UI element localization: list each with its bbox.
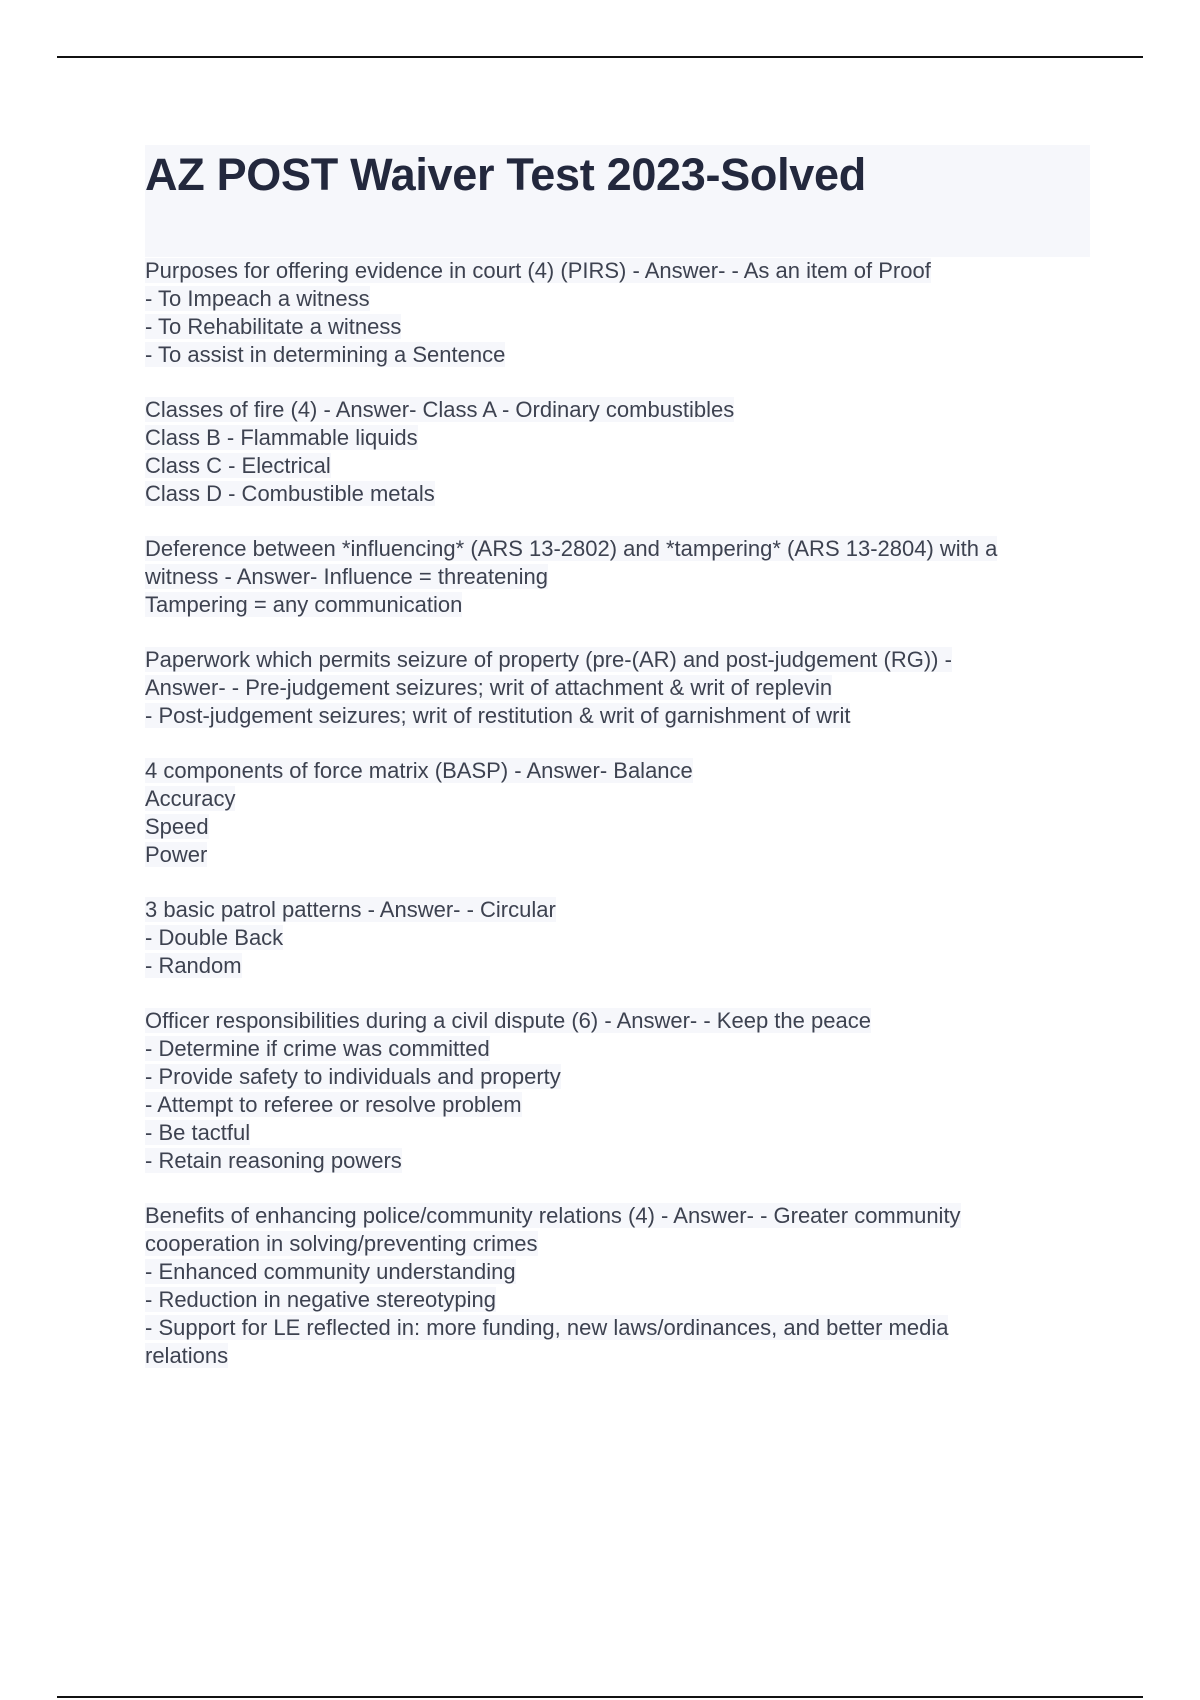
qa-line: Benefits of enhancing police/community relations (4) - Answer- - Greater community: [145, 1203, 961, 1228]
qa-line: Answer- - Pre-judgement seizures; writ of attachment & writ of replevin: [145, 675, 833, 700]
qa-line: witness - Answer- Influence = threatening: [145, 564, 548, 589]
qa-line: Class B - Flammable liquids: [145, 425, 418, 450]
header-rule: [57, 56, 1143, 58]
qa-line: - Double Back: [145, 925, 284, 950]
qa-entry-seizure-paperwork: [145, 646, 1090, 730]
qa-line: - Random: [145, 953, 242, 978]
qa-entry-civil-dispute: [145, 1007, 1090, 1175]
qa-line: - Reduction in negative stereotyping: [145, 1287, 496, 1312]
qa-line: Deference between *influencing* (ARS 13-2802) and *tampering* (ARS 13-2804) with a: [145, 536, 998, 561]
qa-line: - Determine if crime was committed: [145, 1036, 490, 1061]
qa-line: relations: [145, 1343, 229, 1368]
qa-line: - To assist in determining a Sentence: [145, 342, 506, 367]
qa-line: Purposes for offering evidence in court (4) (PIRS) - Answer- - As an item of Proof: [145, 258, 931, 283]
qa-line: Tampering = any communication: [145, 592, 463, 617]
qa-line: cooperation in solving/preventing crimes: [145, 1231, 538, 1256]
qa-list: [145, 257, 1090, 1370]
qa-line: Paperwork which permits seizure of property (pre-(AR) and post-judgement (RG)) -: [145, 647, 952, 672]
qa-line: Class C - Electrical: [145, 453, 331, 478]
qa-line: Speed: [145, 814, 209, 839]
qa-line: - Retain reasoning powers: [145, 1148, 402, 1173]
qa-line: 4 components of force matrix (BASP) - Answer- Balance: [145, 758, 693, 783]
qa-entry-influencing-vs-tampering: [145, 535, 1090, 619]
qa-line: - Be tactful: [145, 1120, 251, 1145]
qa-line: - To Rehabilitate a witness: [145, 314, 402, 339]
qa-line: - Support for LE reflected in: more funding, new laws/ordinances, and better media: [145, 1315, 949, 1340]
qa-line: Class D - Combustible metals: [145, 481, 435, 506]
footer-rule: [57, 1696, 1143, 1698]
qa-entry-force-matrix: [145, 757, 1090, 869]
qa-line: 3 basic patrol patterns - Answer- - Circular: [145, 897, 556, 922]
qa-line: Accuracy: [145, 786, 236, 811]
document-title: AZ POST Waiver Test 2023-Solved: [145, 149, 866, 200]
qa-line: - To Impeach a witness: [145, 286, 370, 311]
qa-line: Classes of fire (4) - Answer- Class A - Ordinary combustibles: [145, 397, 735, 422]
qa-entry-classes-of-fire: [145, 396, 1090, 508]
qa-line: - Attempt to referee or resolve problem: [145, 1092, 522, 1117]
qa-line: - Post-judgement seizures; writ of restitution & writ of garnishment of writ: [145, 703, 851, 728]
qa-line: - Enhanced community understanding: [145, 1259, 516, 1284]
title-band: [145, 145, 1090, 257]
qa-line: Power: [145, 842, 208, 867]
qa-entry-patrol-patterns: [145, 896, 1090, 980]
qa-entry-community-relations: [145, 1202, 1090, 1370]
document-body: [145, 145, 1090, 1397]
qa-line: Officer responsibilities during a civil dispute (6) - Answer- - Keep the peace: [145, 1008, 871, 1033]
qa-line: - Provide safety to individuals and property: [145, 1064, 561, 1089]
qa-entry-evidence-purposes: [145, 257, 1090, 369]
